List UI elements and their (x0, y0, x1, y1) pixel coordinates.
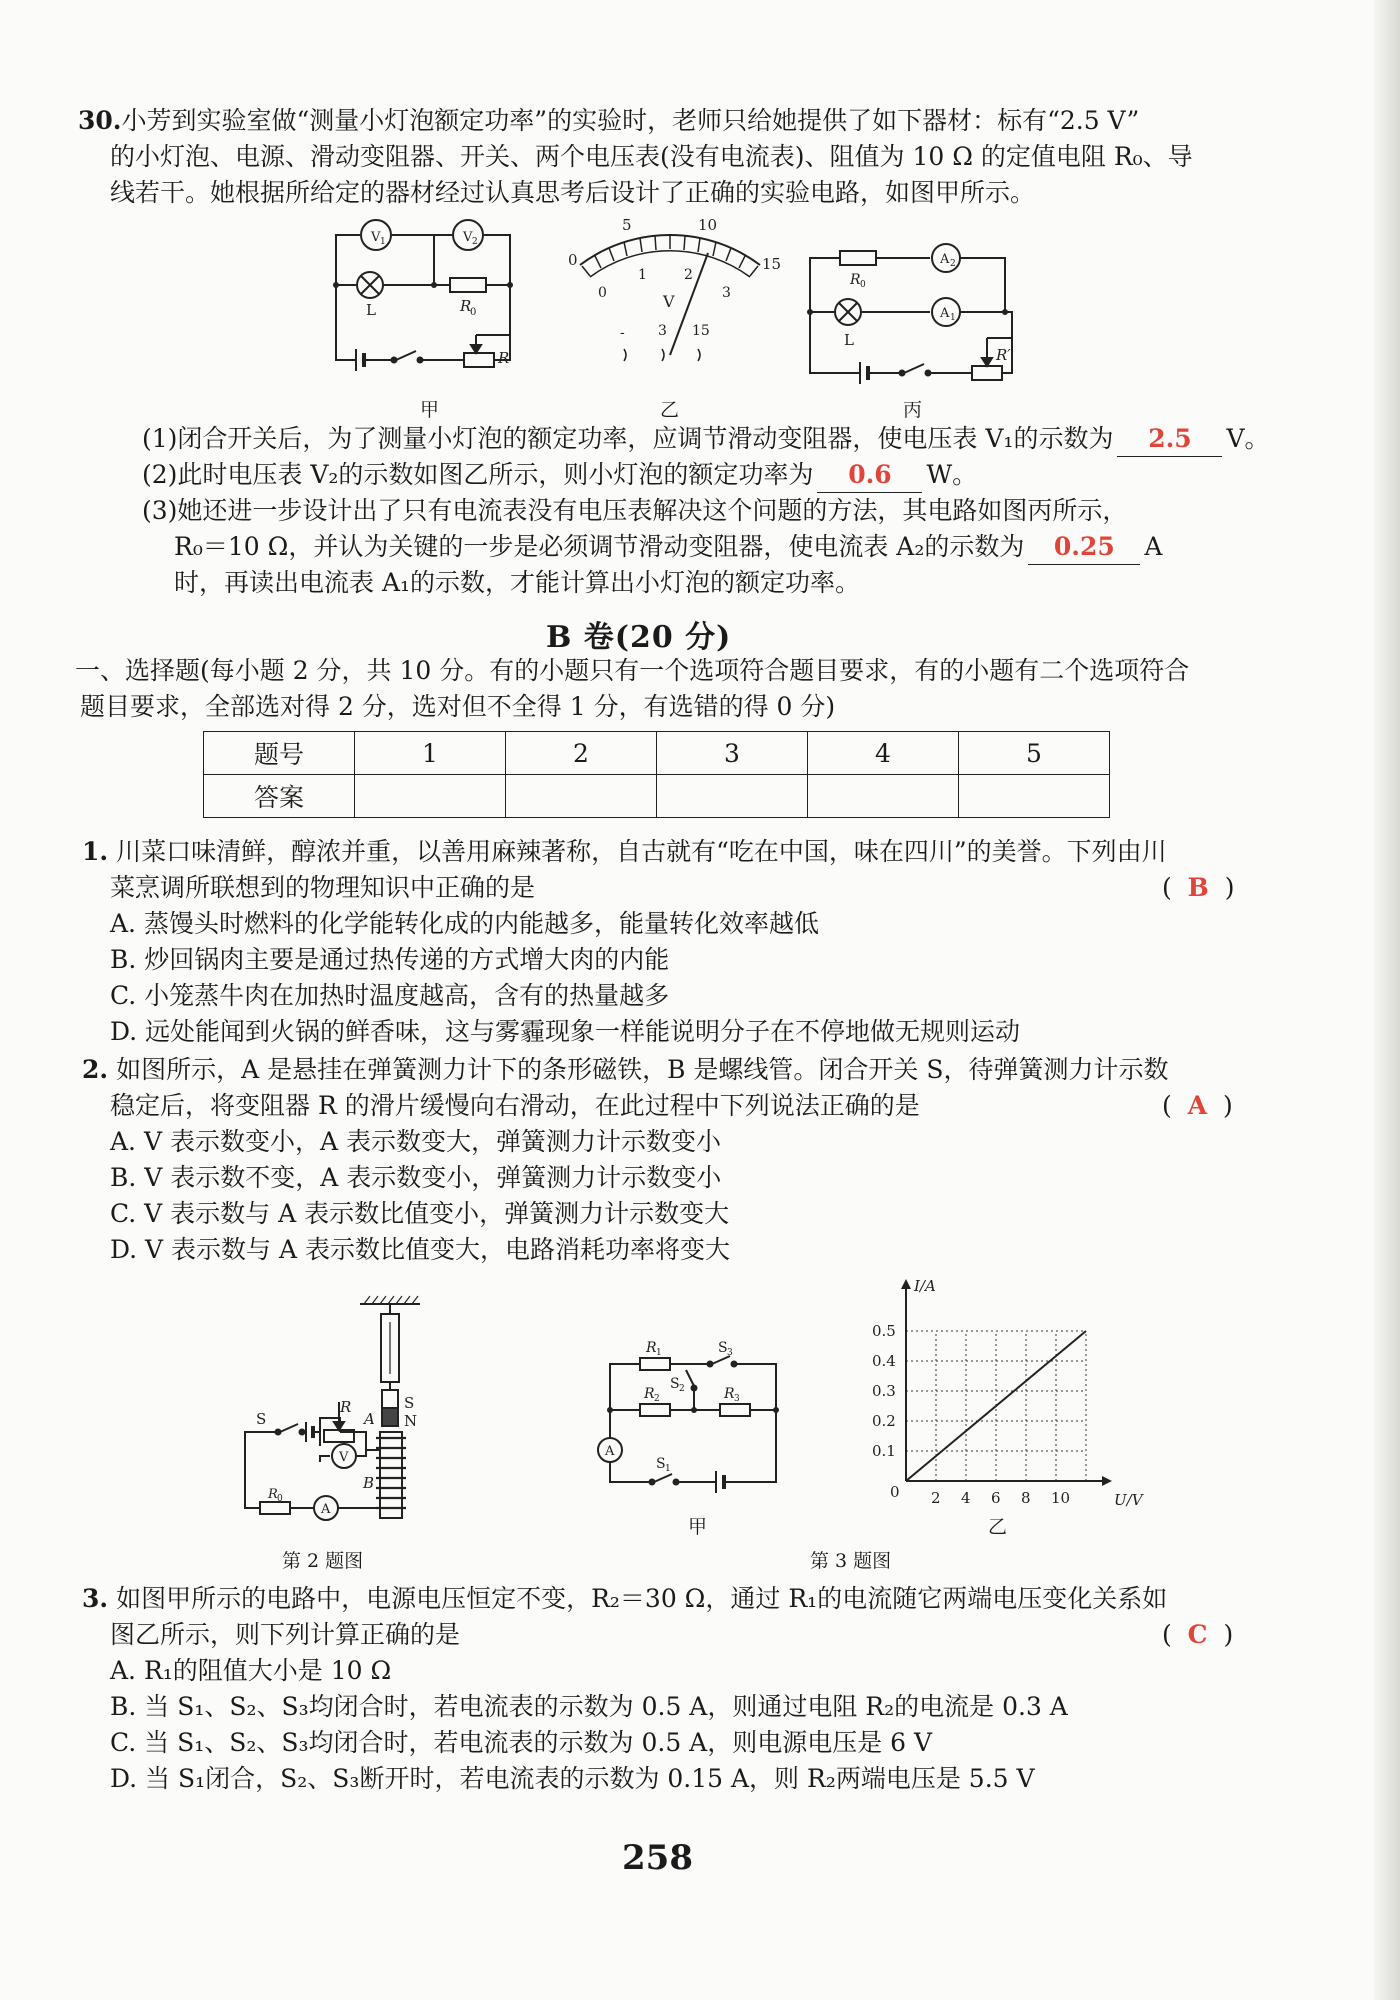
q30-sub3-line1: (3)她还进一步设计出了只有电流表没有电压表解决这个问题的方法，其电路如图丙所示， (142, 496, 1128, 525)
answer-table-answer-row (204, 775, 1110, 818)
svg-text:1: 1 (380, 237, 386, 247)
q2-number: 2. (82, 1055, 109, 1084)
answer-cell-3[interactable] (657, 775, 808, 818)
q3-answer: C (1187, 1620, 1208, 1649)
page-number: 258 (622, 1838, 693, 1878)
svg-text:3: 3 (727, 1348, 733, 1358)
svg-text:R: R (460, 297, 472, 315)
q1-option-c: C. 小笼蒸牛肉在加热时温度越高，含有的热量越多 (110, 981, 670, 1010)
svg-text:S: S (256, 1410, 267, 1428)
q1-option-d: D. 远处能闻到火锅的鲜香味，这与雾霾现象一样能说明分子在不停地做无规则运动 (110, 1017, 1021, 1046)
svg-text:V: V (339, 1450, 349, 1465)
q30-voltmeter-dial-yi (560, 215, 780, 390)
svg-text:0: 0 (568, 251, 578, 269)
svg-text:1: 1 (656, 1348, 662, 1358)
svg-text:3: 3 (658, 323, 667, 339)
svg-text:S: S (656, 1456, 666, 1472)
q30-line1: 30.小芳到实验室做“测量小灯泡额定功率”的实验时，老师只给她提供了如下器材：标有“2.5 V” (78, 106, 1140, 135)
section-b-instructions-line2: 题目要求，全部选对得 2 分，选对但不全得 1 分，有选错的得 0 分) (80, 692, 836, 721)
q30-sub2-answer-blank: 0.6 (817, 458, 922, 493)
svg-text:1: 1 (950, 313, 956, 323)
q3-stem-line2: 图乙所示，则下列计算正确的是 (110, 1620, 461, 1649)
chart-series-line-R1 (906, 1331, 1086, 1481)
q3-number: 3. (82, 1584, 109, 1613)
q30-number: 30. (78, 106, 122, 135)
answer-table-row1-label: 题号 (204, 732, 355, 775)
chart-x-axis-arrow (1102, 1476, 1112, 1486)
q3-circuit-jia (590, 1330, 805, 1500)
q2-option-d: D. V 表示数与 A 表示数比值变大，电路消耗功率将变大 (110, 1235, 730, 1264)
q2-answer: A (1187, 1091, 1208, 1120)
answer-table-col-3: 3 (657, 732, 808, 775)
q3-answer-parens: ( C ) (1162, 1620, 1234, 1649)
svg-text:R: R (644, 1386, 655, 1402)
svg-text:1: 1 (638, 267, 647, 283)
chart-x-tick-2: 2 (931, 1489, 941, 1507)
fig3-jia-label: 甲 (688, 1516, 708, 1538)
svg-text:S: S (718, 1340, 728, 1356)
q30-sub1: (1)闭合开关后，为了测量小灯泡的额定功率，应调节滑动变阻器，使电压表 V₁的示数为 2.5 V。 (142, 422, 1270, 457)
q30-sub3-line2: R₀＝10 Ω，并认为关键的一步是必须调节滑动变阻器，使电流表 A₂的示数为 0.25 A (174, 530, 1162, 565)
svg-text:A: A (940, 252, 950, 267)
chart-axes (901, 1279, 1112, 1486)
svg-text:R: R (268, 1487, 278, 1502)
q3-iu-chart (850, 1277, 1143, 1525)
svg-text:A: A (321, 1502, 331, 1517)
q3-option-c: C. 当 S₁、S₂、S₃均闭合时，若电流表的示数为 0.5 A，则电源电压是 6 V (110, 1728, 933, 1757)
resistor-r3-icon (720, 1404, 750, 1416)
q2-answer-parens: ( A ) (1162, 1091, 1233, 1120)
fig2-caption: 第 2 题图 (282, 1550, 364, 1572)
svg-text:0: 0 (277, 1494, 283, 1504)
answer-table-col-1: 1 (355, 732, 506, 775)
answer-cell-5[interactable] (959, 775, 1110, 818)
answer-table-col-2: 2 (506, 732, 657, 775)
q30-circuit-bing (800, 238, 1025, 388)
svg-text:V: V (463, 230, 473, 245)
q1-option-a: A. 蒸馒头时燃料的化学能转化成的内能越多，能量转化效率越低 (110, 909, 819, 938)
q3-option-a: A. R₁的阻值大小是 10 Ω (110, 1656, 392, 1685)
q30-sub2: (2)此时电压表 V₂的示数如图乙所示，则小灯泡的额定功率为 0.6 W。 (142, 458, 977, 493)
q2-stem-line2: 稳定后，将变阻器 R 的滑片缓慢向右滑动，在此过程中下列说法正确的是 (110, 1091, 920, 1120)
rheostat-r-icon (464, 353, 494, 367)
resistor-r2-icon (640, 1404, 670, 1416)
svg-text:2: 2 (684, 267, 693, 283)
fig3-caption: 第 3 题图 (810, 1550, 892, 1572)
answer-table-col-5: 5 (959, 732, 1110, 775)
chart-y-tick-0.1: 0.1 (872, 1442, 896, 1460)
svg-text:5: 5 (622, 216, 632, 234)
chart-y-axis-label: I/A (914, 1277, 936, 1295)
q30-sub1-answer-blank: 2.5 (1117, 422, 1222, 457)
svg-text:3: 3 (734, 1394, 740, 1404)
fig-jia-label: 甲 (420, 399, 440, 421)
svg-text:2: 2 (679, 1384, 685, 1394)
q1-stem-line1: 1. 川菜口味清鲜，醇浓并重，以善用麻辣著称，自古就有“吃在中国，味在四川”的美誉。下列由川 (82, 837, 1167, 866)
chart-tick-labels (872, 1322, 1070, 1507)
svg-text:L: L (844, 331, 854, 349)
q30-line3: 线若干。她根据所给定的器材经过认真思考后设计了正确的实验电路，如图甲所示。 (110, 178, 1036, 207)
solenoid-b-icon (380, 1432, 402, 1518)
q2-figure (220, 1290, 440, 1540)
chart-x-tick-8: 8 (1021, 1489, 1031, 1507)
chart-x-axis-label: U/V (1114, 1491, 1143, 1509)
resistor-r1-icon (640, 1358, 670, 1370)
fig-yi-label: 乙 (660, 399, 680, 421)
svg-text:2: 2 (472, 237, 478, 247)
answer-cell-1[interactable] (355, 775, 506, 818)
svg-text:0: 0 (598, 285, 607, 301)
svg-text:S: S (404, 1394, 415, 1412)
chart-origin-label: 0 (890, 1483, 900, 1501)
resistor-r0-icon (260, 1502, 290, 1514)
fig3-yi-label: 乙 (988, 1516, 1008, 1538)
svg-text:R: R (850, 272, 861, 288)
svg-text:15: 15 (762, 255, 782, 273)
resistor-r0-icon (840, 251, 876, 265)
q1-number: 1. (82, 837, 109, 866)
section-b-instructions-line1: 一、选择题(每小题 2 分，共 10 分。有的小题只有一个选项符合题目要求，有的小题有二个选项符合 (75, 656, 1190, 685)
svg-text:2: 2 (950, 259, 956, 269)
q1-option-b: B. 炒回锅肉主要是通过热传递的方式增大肉的内能 (110, 945, 670, 974)
chart-y-tick-0.4: 0.4 (872, 1352, 896, 1370)
svg-text:2: 2 (654, 1394, 660, 1404)
svg-text:15: 15 (692, 323, 710, 339)
svg-text:R′: R′ (996, 346, 1011, 364)
chart-y-tick-0.2: 0.2 (872, 1412, 896, 1430)
q30-line2: 的小灯泡、电源、滑动变阻器、开关、两个电压表(没有电流表)、阻值为 10 Ω 的定值电阻 R₀、导 (110, 142, 1193, 171)
svg-text:S: S (670, 1376, 680, 1392)
svg-text:0: 0 (860, 280, 866, 290)
q2-option-c: C. V 表示数与 A 表示数比值变小，弹簧测力计示数变大 (110, 1199, 730, 1228)
svg-text:V: V (371, 230, 381, 245)
svg-text:A: A (940, 306, 950, 321)
q1-answer-parens: ( B ) (1162, 873, 1235, 902)
chart-x-tick-10: 10 (1051, 1489, 1071, 1507)
svg-text:10: 10 (698, 216, 718, 234)
svg-text:1: 1 (665, 1464, 671, 1474)
q1-stem-line2: 菜烹调所联想到的物理知识中正确的是 (110, 873, 536, 902)
answer-cell-4[interactable] (808, 775, 959, 818)
answer-table-col-4: 4 (808, 732, 959, 775)
resistor-r0-icon (450, 278, 486, 292)
chart-y-tick-0.3: 0.3 (872, 1382, 896, 1400)
answer-table-row2-label: 答案 (204, 775, 355, 818)
q2-stem-line1: 2. 如图所示，A 是悬挂在弹簧测力计下的条形磁铁，B 是螺线管。闭合开关 S，待弹簧测力计示数 (82, 1055, 1169, 1084)
rheostat-r-prime-icon (972, 366, 1002, 380)
svg-text:A: A (364, 1410, 375, 1428)
q30-circuit-jia (330, 215, 530, 395)
svg-text:R: R (498, 349, 510, 367)
q30-sub3-answer-blank: 0.25 (1028, 530, 1140, 565)
page-edge (1374, 0, 1400, 2000)
svg-text:R: R (646, 1340, 657, 1356)
q30-sub3-line3: 时，再读出电流表 A₁的示数，才能计算出小灯泡的额定功率。 (174, 568, 861, 597)
q3-option-b: B. 当 S₁、S₂、S₃均闭合时，若电流表的示数为 0.5 A，则通过电阻 R₂的电流是 0.3 A (110, 1692, 1068, 1721)
svg-text:R: R (340, 1398, 352, 1416)
q1-answer: B (1187, 873, 1209, 902)
svg-text:-: - (620, 325, 625, 341)
chart-y-axis-arrow (901, 1279, 911, 1289)
answer-cell-2[interactable] (506, 775, 657, 818)
q3-option-d: D. 当 S₁闭合，S₂、S₃断开时，若电流表的示数为 0.15 A，则 R₂两端电压是 5.5 V (110, 1764, 1035, 1793)
fig-bing-label: 丙 (903, 399, 923, 421)
svg-text:N: N (404, 1412, 418, 1430)
svg-text:L: L (366, 301, 376, 319)
chart-x-tick-6: 6 (991, 1489, 1001, 1507)
section-b-title: B 卷(20 分) (546, 620, 732, 655)
svg-text:A: A (605, 1444, 615, 1459)
q2-option-a: A. V 表示数变小，A 表示数变大，弹簧测力计示数变小 (110, 1127, 721, 1156)
chart-series (906, 1331, 1086, 1481)
svg-text:0: 0 (470, 307, 477, 318)
chart-x-tick-4: 4 (961, 1489, 971, 1507)
answer-table (203, 731, 1110, 818)
svg-text:B: B (363, 1474, 375, 1492)
svg-text:R: R (724, 1386, 735, 1402)
svg-text:V: V (663, 292, 675, 311)
answer-table-header-row (204, 732, 1110, 775)
svg-text:3: 3 (722, 285, 731, 301)
q2-option-b: B. V 表示数不变，A 表示数变小，弹簧测力计示数变小 (110, 1163, 722, 1192)
q3-stem-line1: 3. 如图甲所示的电路中，电源电压恒定不变，R₂＝30 Ω，通过 R₁的电流随它两端电压变化关系如 (82, 1584, 1168, 1613)
chart-y-tick-0.5: 0.5 (872, 1322, 896, 1340)
